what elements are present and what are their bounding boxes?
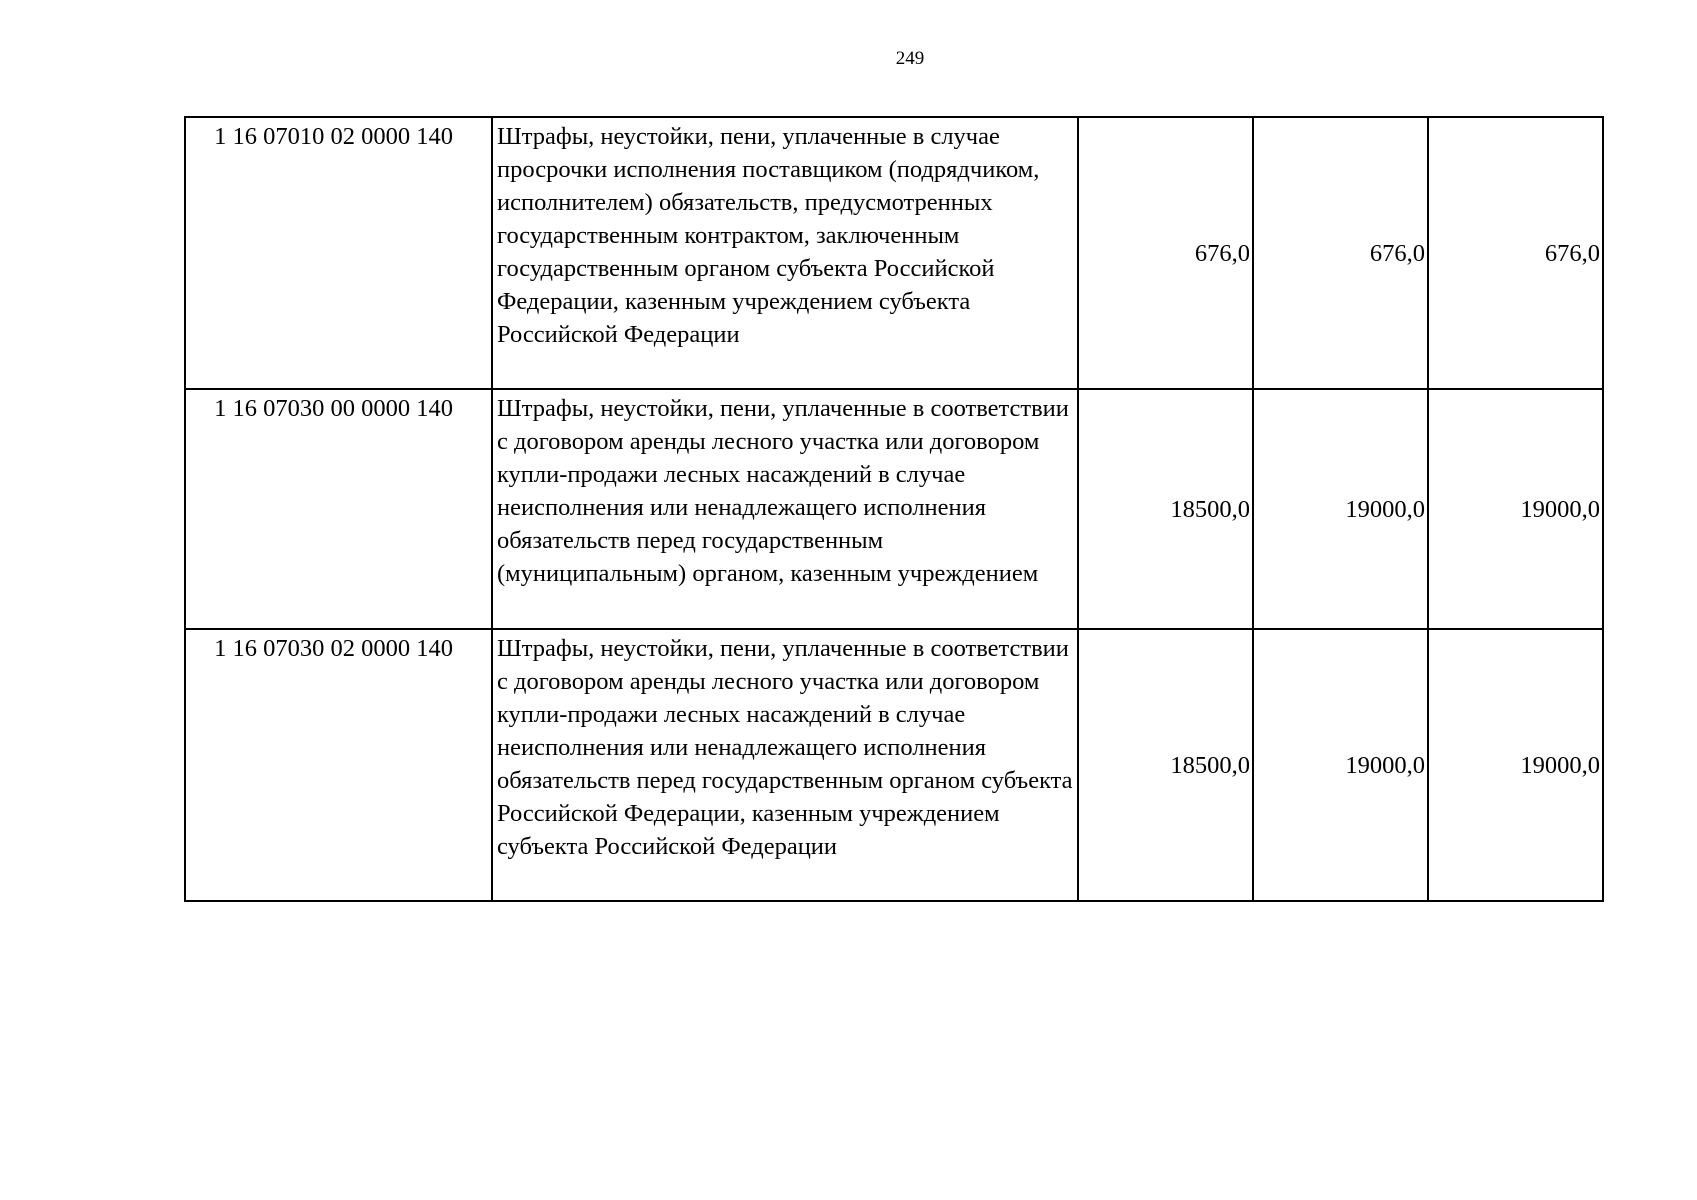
value-cell-year-1: 18500,0	[1078, 629, 1253, 901]
value-cell-year-1: 18500,0	[1078, 389, 1253, 629]
table-row	[185, 389, 1603, 629]
value-cell-year-3: 19000,0	[1428, 389, 1603, 629]
budget-code-cell: 1 16 07030 02 0000 140	[185, 629, 492, 901]
description-cell: Штрафы, неустойки, пени, уплаченные в соответствии с договором аренды лесного участка или договором купли-продажи лесных насаждений в случае неисполнения или ненадлежащего исполнения обязательств перед государственным (муниципальным) органом, казенным учреждением	[492, 389, 1078, 629]
table-row	[185, 117, 1603, 389]
page-number: 249	[895, 48, 925, 69]
value-cell-year-3: 676,0	[1428, 117, 1603, 389]
value-cell-year-2: 19000,0	[1253, 389, 1428, 629]
description-cell: Штрафы, неустойки, пени, уплаченные в соответствии с договором аренды лесного участка или договором купли-продажи лесных насаждений в случае неисполнения или ненадлежащего исполнения обязательств перед государственным органом субъекта Российской Федерации, казенным учреждением субъекта Российской Федерации	[492, 629, 1078, 901]
revenue-table	[184, 116, 1604, 902]
description-cell: Штрафы, неустойки, пени, уплаченные в случае просрочки исполнения поставщиком (подрядчиком, исполнителем) обязательств, предусмотренных государственным контрактом, заключенным государственным органом субъекта Российской Федерации, казенным учреждением субъекта Российской Федерации	[492, 117, 1078, 389]
value-cell-year-2: 19000,0	[1253, 629, 1428, 901]
table-row	[185, 629, 1603, 901]
budget-code-cell: 1 16 07010 02 0000 140	[185, 117, 492, 389]
value-cell-year-3: 19000,0	[1428, 629, 1603, 901]
value-cell-year-1: 676,0	[1078, 117, 1253, 389]
budget-code-cell: 1 16 07030 00 0000 140	[185, 389, 492, 629]
value-cell-year-2: 676,0	[1253, 117, 1428, 389]
